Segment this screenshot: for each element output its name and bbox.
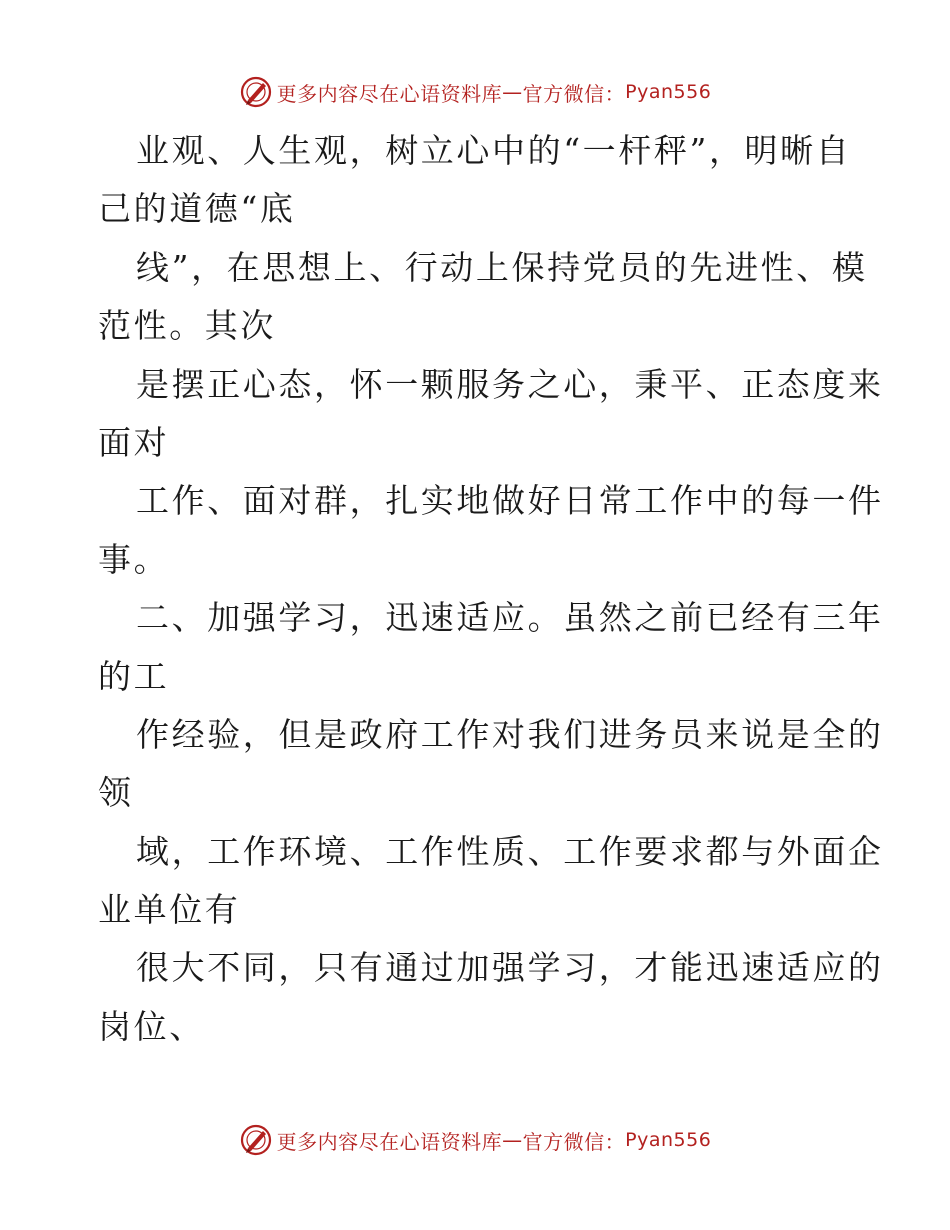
body-line: 线”，在思想上、行动上保持党员的先进性、模 [136,247,868,287]
footer-banner-text: 更多内容尽在心语资料库 [276,1129,503,1154]
header-banner [0,70,950,114]
body-line: 很大不同，只有通过加强学习，才能迅速适应的 [136,948,884,988]
body-line: 范性。其次 [98,306,276,346]
body-line: 工作、面对群，扎实地做好日常工作中的每一件 [136,481,884,521]
header-banner-text: 更多内容尽在心语资料库 [276,81,503,106]
footer-wechat-label: 官方微信： [522,1129,626,1154]
header-separator: — [502,80,523,104]
body-line: 面对 [98,422,170,462]
body-line: 是摆正心态，怀一颗服务之心，秉平、正态度来 [136,364,884,404]
document-body [98,122,884,1056]
body-line: 域，工作环境、工作性质、工作要求都与外面企 [136,831,884,871]
header-wechat-id: Pyan556 [625,81,712,103]
body-line: 事。 [98,539,170,579]
body-line: 岗位、 [98,1006,205,1046]
pen-logo-icon [239,1123,273,1157]
body-line: 作经验，但是政府工作对我们进务员来说是全的 [136,714,884,754]
footer-wechat-id: Pyan556 [625,1129,712,1151]
footer-separator: — [502,1128,523,1152]
body-line: 的工 [98,656,170,696]
header-wechat-label: 官方微信： [522,81,626,106]
body-line: 领 [98,773,134,813]
body-line: 己的道德“底 [98,189,296,229]
body-line: 业观、人生观，树立心中的“一杆秤”，明晰自 [136,131,852,170]
pen-logo-icon [239,75,273,109]
body-line: 业单位有 [98,890,241,930]
body-line: 二、加强学习，迅速适应。虽然之前已经有三年 [136,598,884,638]
footer-banner [0,1118,950,1162]
